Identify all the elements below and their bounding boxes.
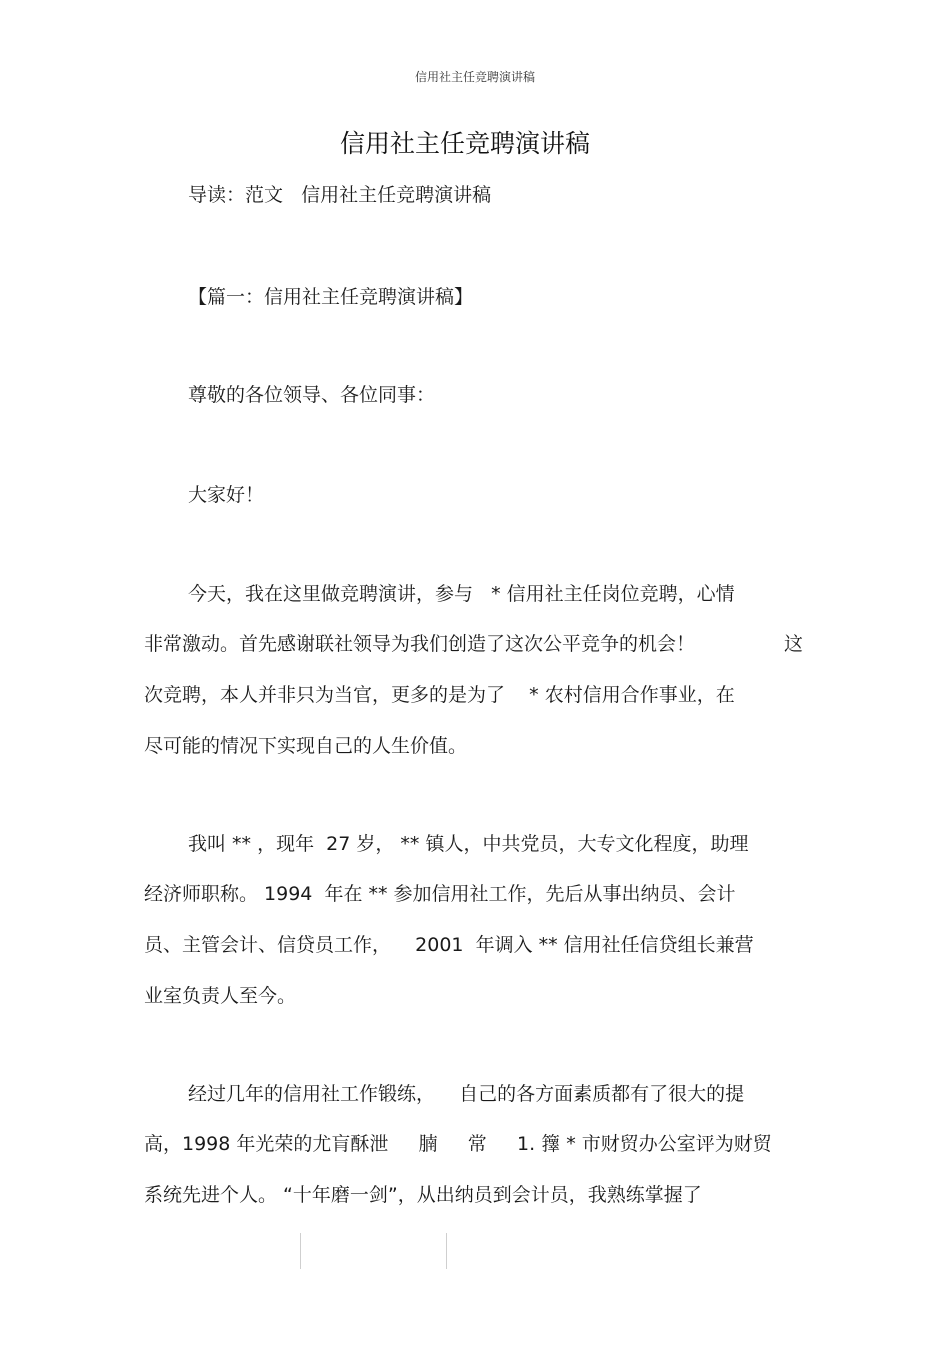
paragraph1-line1: 今天，我在这里做竞聘演讲，参与 * 信用社主任岗位竞聘，心情 [188,583,735,605]
paragraph2-line3: 员、主管会计、信贷员工作， 2001 年调入 ** 信用社任信贷组长兼营 [144,934,754,956]
paragraph1-line2-tail: 这 [784,633,804,655]
paragraph3-line1: 经过几年的信用社工作锻练， 自己的各方面素质都有了很大的提 [188,1083,745,1105]
document-title: 信用社主任竞聘演讲稿 [339,129,590,158]
salutation: 尊敬的各位领导、各位同事： [188,384,436,406]
paragraph3-line2: 高，1998 年光荣的尤肓酥泄 腩 常 1. 籜 * 市财贸办公室评为财贸 [144,1133,772,1155]
greeting: 大家好！ [188,484,265,506]
paragraph1-line2: 非常激动。首先感谢联社领导为我们创造了这次公平竞争的机会！ [144,633,696,655]
paragraph1-line3: 次竞聘，本人并非只为当官，更多的是为了 * 农村信用合作事业，在 [144,684,735,706]
page-divider-right [446,1233,447,1269]
paragraph3-line3: 系统先进个人。 “十年磨一剑”，从出纳员到会计员，我熟练掌握了 [144,1184,702,1206]
paragraph2-line2: 经济师职称。 1994 年在 ** 参加信用社工作，先后从事出纳员、会计 [144,883,736,905]
page-divider-left [300,1233,301,1269]
paragraph2-line1: 我叫 ** ，现年 27 岁， ** 镇人，中共党员，大专文化程度，助理 [188,833,749,855]
running-header: 信用社主任竞聘演讲稿 [414,70,535,84]
paragraph2-line4: 业室负责人至今。 [144,985,297,1007]
section-heading: 【篇一：信用社主任竞聘演讲稿】 [188,286,474,308]
intro-line: 导读：范文 信用社主任竞聘演讲稿 [188,184,492,206]
paragraph1-line4: 尽可能的情况下实现自己的人生价值。 [144,735,468,757]
